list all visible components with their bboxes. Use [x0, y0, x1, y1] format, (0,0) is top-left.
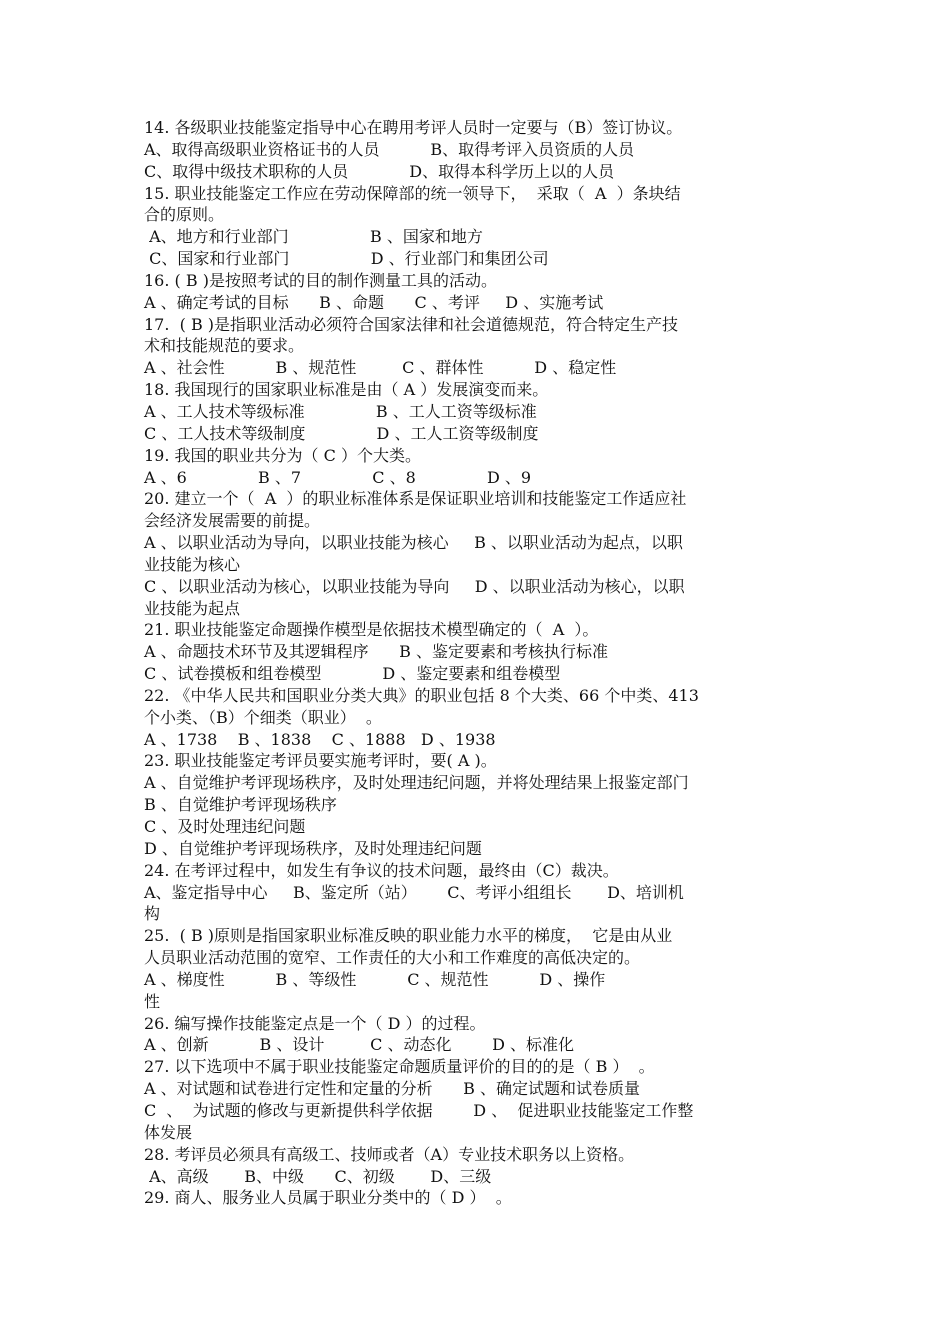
text-line: 16. ( B )是按照考试的目的制作测量工具的活动。: [144, 270, 497, 290]
text-line: 29. 商人、服务业人员属于职业分类中的（ D ） 。: [144, 1188, 512, 1208]
document-body: [144, 117, 810, 1209]
text-line: 人员职业活动范围的宽窄、工作责任的大小和工作难度的高低决定的。: [144, 948, 641, 968]
text-line: 14. 各级职业技能鉴定指导中心在聘用考评人员时一定要与（B）签订协议。: [144, 118, 683, 137]
text-line: 19. 我国的职业共分为（ C ）个大类。: [144, 445, 421, 465]
text-line: 25. ( B )原则是指国家职业标准反映的职业能力水平的梯度， 它是由从业: [144, 926, 673, 946]
text-line: A 、1738 B 、1838 C 、1888 D 、1938: [144, 729, 496, 749]
text-line: A 、以职业活动为导向，以职业技能为核心 B 、以职业活动为起点，以职: [144, 533, 683, 553]
text-line: A 、确定考试的目标 B 、命题 C 、考评 D 、实施考试: [144, 292, 604, 312]
text-line: 术和技能规范的要求。: [144, 336, 305, 356]
text-line: C 、试卷摸板和组卷模型 D 、鉴定要素和组卷模型: [144, 664, 561, 684]
text-line: C 、 为试题的修改与更新提供科学依据 D 、 促进职业技能鉴定工作整: [144, 1100, 694, 1120]
text-line: C、国家和行业部门 D 、行业部门和集团公司: [144, 249, 549, 269]
text-line: A 、对试题和试卷进行定性和定量的分析 B 、确定试题和试卷质量: [144, 1079, 641, 1099]
text-line: 性: [144, 991, 161, 1011]
text-line: 体发展: [144, 1122, 193, 1142]
text-line: A 、梯度性 B 、等级性 C 、规范性 D 、操作: [144, 969, 606, 989]
text-line: 17. ( B )是指职业活动必须符合国家法律和社会道德规范，符合特定生产技: [144, 314, 679, 334]
text-line: 会经济发展需要的前提。: [144, 511, 321, 531]
text-line: A 、创新 B 、设计 C 、动态化 D 、标准化: [144, 1035, 575, 1055]
text-line: A、高级 B、中级 C、初级 D、三级: [144, 1166, 492, 1186]
text-line: A 、6 B 、7 C 、8 D 、9: [144, 467, 532, 487]
text-line: A、鉴定指导中心 B、鉴定所（站） C、考评小组组长 D、培训机: [144, 882, 684, 902]
text-line: 合的原则。: [144, 205, 225, 225]
text-line: B 、自觉维护考评现场秩序: [144, 795, 337, 815]
text-line: 24. 在考评过程中，如发生有争议的技术问题，最终由（C）裁决。: [144, 860, 619, 880]
text-line: C 、及时处理违纪问题: [144, 817, 306, 836]
text-line: 20. 建立一个（ A ）的职业标准体系是保证职业培训和技能鉴定工作适应社: [144, 489, 687, 509]
text-line: A 、自觉维护考评现场秩序，及时处理违纪问题，并将处理结果上报鉴定部门: [144, 773, 689, 793]
text-line: A 、社会性 B 、规范性 C 、群体性 D 、稳定性: [144, 358, 617, 378]
text-line: C 、工人技术等级制度 D 、工人工资等级制度: [144, 423, 539, 443]
text-line: A、取得高级职业资格证书的人员 B、取得考评入员资质的人员: [144, 139, 635, 159]
text-line: A 、工人技术等级标准 B 、工人工资等级标准: [144, 401, 537, 421]
text-line: 21. 职业技能鉴定命题操作模型是依据技术模型确定的（ A ）。: [144, 620, 599, 640]
text-line: 22. 《中华人民共和国职业分类大典》的职业包括 8 个大类、66 个中类、413: [144, 685, 699, 705]
text-line: 个小类、（B）个细类（职业） 。: [144, 707, 382, 727]
text-line: 26. 编写操作技能鉴定点是一个（ D ）的过程。: [144, 1013, 486, 1033]
text-line: 27. 以下选项中不属于职业技能鉴定命题质量评价的目的的是（ B ） 。: [144, 1057, 655, 1077]
text-line: A 、命题技术环节及其逻辑程序 B 、鉴定要素和考核执行标准: [144, 642, 609, 662]
text-line: C 、以职业活动为核心，以职业技能为导向 D 、以职业活动为核心，以职: [144, 576, 685, 596]
text-line: A、地方和行业部门 B 、国家和地方: [144, 227, 483, 247]
text-line: C、取得中级技术职称的人员 D、取得本科学历上以的人员: [144, 161, 615, 181]
text-line: 业技能为核心: [144, 554, 241, 574]
text-line: 15. 职业技能鉴定工作应在劳动保障部的统一领导下， 采取（ A ）条块结: [144, 183, 681, 203]
text-line: 业技能为起点: [144, 598, 241, 618]
text-line: D 、自觉维护考评现场秩序，及时处理违纪问题: [144, 838, 482, 858]
text-line: 18. 我国现行的国家职业标准是由（ A ）发展演变而来。: [144, 380, 549, 400]
text-line: 构: [144, 904, 161, 924]
text-line: 23. 职业技能鉴定考评员要实施考评时，要( A )。: [144, 751, 497, 771]
text-line: 28. 考评员必须具有高级工、技师或者（A）专业技术职务以上资格。: [144, 1144, 635, 1164]
